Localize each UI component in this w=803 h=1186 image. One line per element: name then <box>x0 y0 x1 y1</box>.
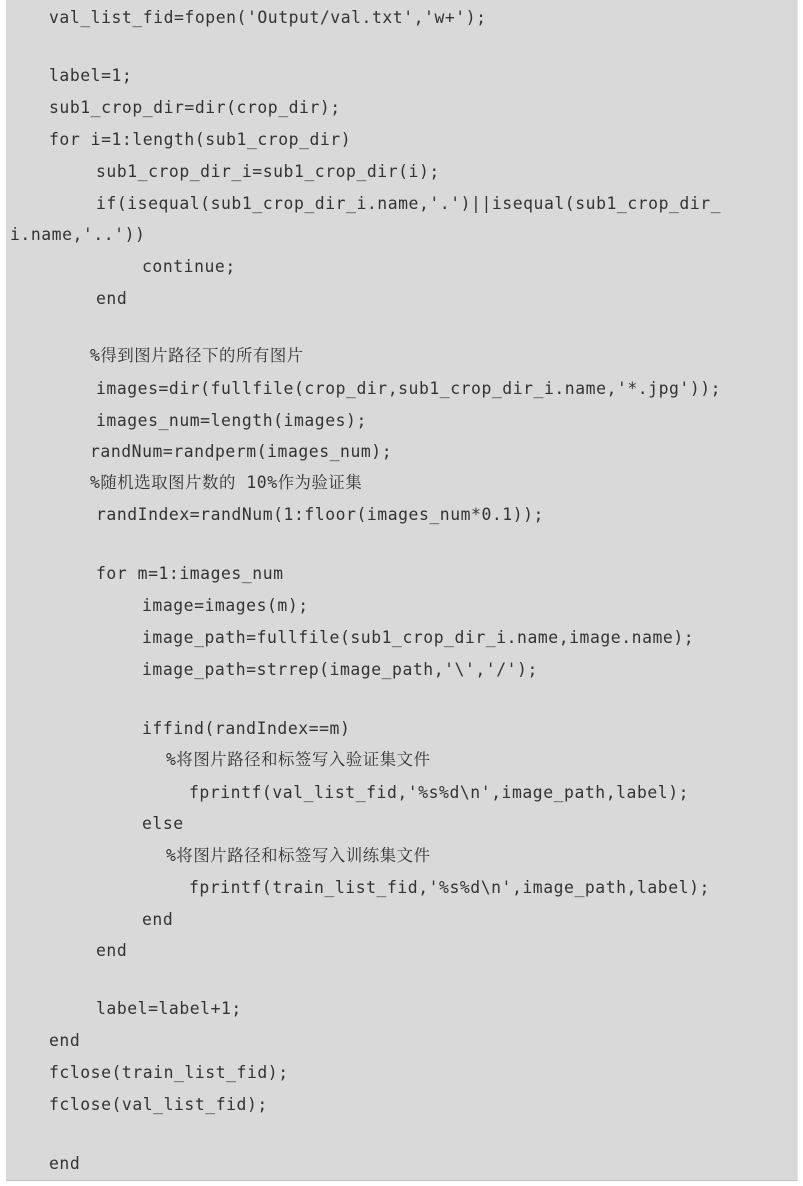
code-line-1: val_list_fid=fopen('Output/val.txt','w+'); <box>49 8 487 27</box>
code-line-5: sub1_crop_dir_i=sub1_crop_dir(i); <box>96 162 440 181</box>
code-line-28: label=label+1; <box>96 999 242 1018</box>
code-line-9: end <box>96 289 128 308</box>
code-line-30: fclose(train_list_fid); <box>49 1063 289 1082</box>
code-line-32: end <box>49 1154 81 1173</box>
code-comment-2: %随机选取图片数的 10%作为验证集 <box>90 473 363 492</box>
code-line-2: label=1; <box>49 66 133 85</box>
code-line-12: images_num=length(images); <box>96 411 367 430</box>
code-comment-1: %得到图片路径下的所有图片 <box>90 346 304 365</box>
code-line-29: end <box>49 1031 81 1050</box>
code-line-19: image_path=strrep(image_path,'\','/'); <box>142 660 538 679</box>
code-line-15: randIndex=randNum(1:floor(images_num*0.1)); <box>96 505 544 524</box>
code-listing <box>6 0 798 1181</box>
code-line-7: i.name,'..')) <box>10 225 146 244</box>
code-line-11: images=dir(fullfile(crop_dir,sub1_crop_dir_i.name,'*.jpg')); <box>96 379 722 398</box>
code-line-4: for i=1:length(sub1_crop_dir) <box>49 130 352 149</box>
code-line-6: if(isequal(sub1_crop_dir_i.name,'.')||isequal(sub1_crop_dir_ <box>96 194 722 213</box>
code-line-23: else <box>142 814 184 833</box>
code-line-8: continue; <box>142 257 236 276</box>
code-line-26: end <box>142 910 174 929</box>
code-line-3: sub1_crop_dir=dir(crop_dir); <box>49 98 341 117</box>
code-line-25: fprintf(train_list_fid,'%s%d\n',image_path,label); <box>189 878 710 897</box>
code-line-18: image_path=fullfile(sub1_crop_dir_i.name,image.name); <box>142 628 695 647</box>
code-comment-4: %将图片路径和标签写入训练集文件 <box>166 846 431 865</box>
code-line-27: end <box>96 941 128 960</box>
code-line-20: iffind(randIndex==m) <box>142 719 351 738</box>
code-line-13: randNum=randperm(images_num); <box>90 442 393 461</box>
code-line-17: image=images(m); <box>142 596 309 615</box>
code-line-16: for m=1:images_num <box>96 564 284 583</box>
code-comment-3: %将图片路径和标签写入验证集文件 <box>166 750 431 769</box>
code-line-22: fprintf(val_list_fid,'%s%d\n',image_path,label); <box>189 783 690 802</box>
code-line-31: fclose(val_list_fid); <box>49 1095 268 1114</box>
